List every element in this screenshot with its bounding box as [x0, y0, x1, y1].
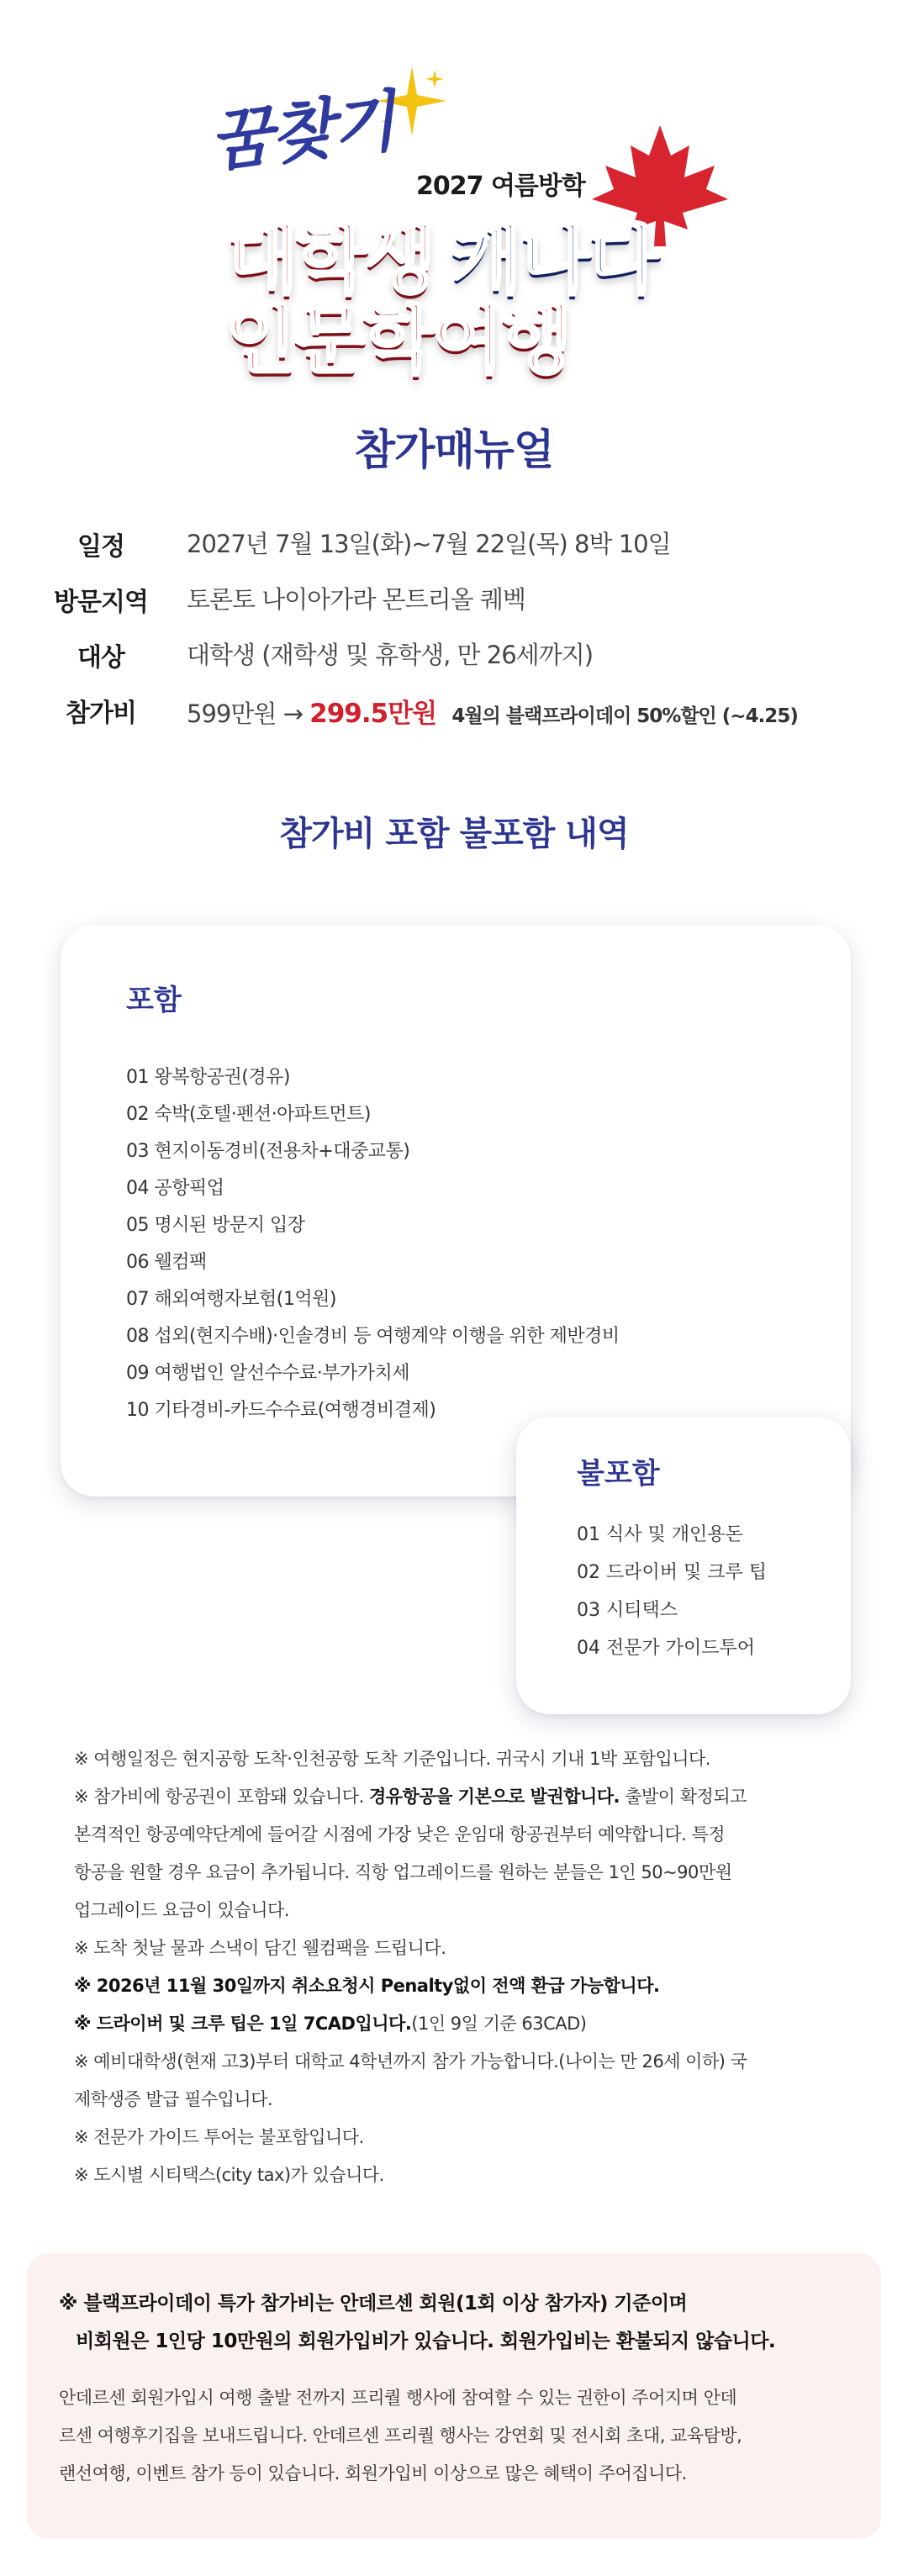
hero-title-part1: 대학생 [227, 217, 435, 304]
note-line: ※ 도착 첫날 물과 스낵이 담긴 웰컴팩을 드립니다. [74, 1938, 446, 1958]
list-item: 03 시티택스 [577, 1600, 678, 1621]
list-item: 02 드라이버 및 크루 팁 [577, 1562, 767, 1583]
note-line: ※ 여행일정은 현지공항 도착·인천공항 도착 기준입니다. 귀국시 기내 1박 포함입니다. [74, 1749, 710, 1769]
arrow-icon: → [282, 699, 303, 728]
list-item: 03 현지이동경비(전용차+대중교통) [126, 1141, 410, 1162]
fee-value [187, 692, 798, 730]
note-line-cancellation: ※ 2026년 11월 30일까지 취소요청시 Penalty없이 전액 환급 가능합니다. [74, 1976, 660, 1996]
sale-price: 299.5만원 [309, 699, 437, 729]
info-label: 일정 [77, 532, 124, 562]
list-item: 01 왕복항공권(경유) [126, 1067, 290, 1088]
membership-body-line: 르센 여행후기집을 보내드립니다. 안데르센 프리퀄 행사는 강연회 및 전시회 초대, 교육탐방, [59, 2426, 742, 2446]
membership-body [59, 2379, 742, 2493]
note-line: ※ 도시별 시티택스(city tax)가 있습니다. [74, 2165, 384, 2185]
membership-heading [59, 2285, 775, 2361]
note-line: ※ 전문가 가이드 투어는 불포함입니다. [74, 2127, 364, 2147]
hero-banner [0, 0, 908, 395]
info-label: 참가비 [66, 699, 136, 728]
membership-body-line: 랜선여행, 이벤트 참가 등이 있습니다. 회원가입비 이상으로 많은 혜택이 주어집니다. [59, 2463, 687, 2484]
note-line: 업그레이드 요금이 있습니다. [74, 1900, 289, 1920]
list-item: 02 숙박(호텔·펜션·아파트먼트) [126, 1104, 371, 1125]
note-emphasis: ※ 드라이버 및 크루 팁은 1일 7CAD입니다. [74, 2014, 412, 2034]
info-value: 토론토 나이아가라 몬트리올 퀘벡 [187, 585, 525, 614]
notes [74, 1740, 847, 2194]
info-row-region [0, 581, 908, 623]
list-item: 07 해외여행자보험(1억원) [126, 1289, 336, 1310]
note-text: ※ 참가비에 항공권이 포함돼 있습니다. [74, 1787, 369, 1807]
note-line: ※ 예비대학생(현재 고3)부터 대학교 4학년까지 참가 가능합니다.(나이는 만 26세 이하) 국 [74, 2051, 747, 2072]
included-card [61, 925, 851, 1497]
original-price: 599만원 [187, 699, 277, 728]
hero-title-part2: 캐나다 [451, 217, 658, 304]
list-item: 10 기타경비-카드수수료(여행경비결제) [126, 1400, 436, 1421]
list-item: 05 명시된 방문지 입장 [126, 1215, 305, 1236]
included-list [126, 1059, 620, 1429]
excluded-card [516, 1417, 851, 1714]
hero-subtitle: 2027 여름방학 [416, 172, 585, 201]
note-text: (1인 9일 기준 63CAD) [411, 2014, 587, 2034]
note-line: 본격적인 항공예약단계에 들어갈 시점에 가장 낮은 운임대 항공권부터 예약합니다. 특정 [74, 1824, 726, 1845]
membership-box [27, 2253, 881, 2539]
info-value: 대학생 (재학생 및 휴학생, 만 26세까지) [187, 641, 594, 669]
info-row-fee [0, 692, 908, 734]
list-item: 06 웰컴팩 [126, 1252, 207, 1273]
membership-heading-line: 비회원은 1인당 10만원의 회원가입비가 있습니다. 회원가입비는 환불되지 않습니다. [76, 2331, 776, 2352]
info-label: 방문지역 [54, 588, 148, 617]
note-line: 제학생증 발급 필수입니다. [74, 2089, 273, 2109]
manual-title: 참가매뉴얼 [354, 425, 554, 474]
list-item: 09 여행법인 알선수수료·부가가치세 [126, 1363, 410, 1384]
membership-body-line: 안데르센 회원가입시 여행 출발 전까지 프리퀄 행사에 참여할 수 있는 권한이 주어지며 안데 [59, 2388, 737, 2408]
section-title: 참가비 포함 불포함 내역 [279, 815, 629, 853]
list-item: 01 식사 및 개인용돈 [577, 1524, 743, 1545]
brand-logo-text: 꿈찾기 [205, 82, 399, 182]
note-text: 출발이 확정되고 [620, 1787, 747, 1807]
note-emphasis: 경유항공을 기본으로 발권합니다. [368, 1787, 620, 1807]
discount-note: 4월의 블랙프라이데이 50%할인 (~4.25) [451, 705, 798, 727]
info-label: 대상 [77, 643, 124, 673]
excluded-list [577, 1516, 767, 1667]
membership-heading-line: ※ 블랙프라이데이 특가 참가비는 안데르센 회원(1회 이상 참가자) 기준이며 [59, 2293, 688, 2315]
list-item: 04 전문가 가이드투어 [577, 1638, 755, 1659]
note-line: 항공을 원할 경우 요금이 추가됩니다. 직항 업그레이드를 원하는 분들은 1인 50~90만원 [74, 1862, 732, 1882]
note-line [74, 1778, 847, 1816]
list-item: 08 섭외(현지수배)·인솔경비 등 여행계약 이행을 위한 제반경비 [126, 1326, 620, 1347]
info-value: 2027년 7월 13일(화)~7월 22일(목) 8박 10일 [187, 530, 671, 558]
included-title: 포함 [126, 984, 182, 1017]
excluded-title: 불포함 [577, 1457, 660, 1491]
list-item: 04 공항픽업 [126, 1178, 224, 1199]
info-row-schedule [0, 525, 908, 567]
hero-title-line2: 인문학여행 [225, 297, 571, 383]
info-row-target [0, 636, 908, 678]
note-line [74, 2005, 847, 2043]
